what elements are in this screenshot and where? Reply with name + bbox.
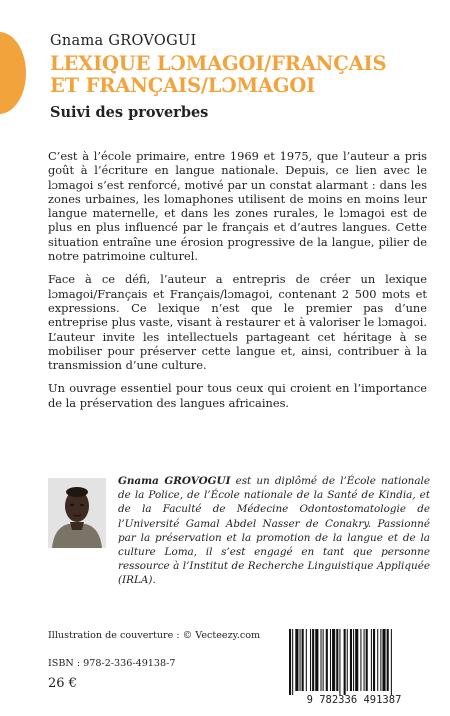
cover-illustration-credit: Illustration de couverture : © Vecteezy.com <box>48 630 261 641</box>
barcode-bar <box>295 629 298 691</box>
barcode-bar <box>382 629 385 691</box>
barcode-bar <box>366 629 368 691</box>
barcode-bars <box>289 629 392 695</box>
barcode-bar <box>315 629 318 691</box>
book-subtitle: Suivi des proverbes <box>50 104 209 121</box>
barcode-bar <box>302 629 304 691</box>
author-name-header: Gnama GROVOGUI <box>50 33 197 49</box>
bio-author-name: Gnama GROVOGUI <box>118 475 231 487</box>
barcode-bar <box>306 629 307 691</box>
barcode-bar <box>339 629 340 695</box>
barcode-bar <box>364 629 365 691</box>
barcode-bar <box>312 629 314 691</box>
back-cover-blurb <box>48 149 427 419</box>
barcode-bar <box>377 629 378 691</box>
barcode-bar <box>373 629 375 691</box>
barcode-bar <box>353 629 354 691</box>
barcode-bar <box>310 629 311 691</box>
book-title <box>50 53 435 97</box>
blurb-paragraph-3: Un ouvrage essentiel pour tous ceux qui croient en l’importance de la préservation des langues africaines. <box>48 381 427 410</box>
title-line-2: ET FRANÇAIS/LƆMAGOI <box>50 74 316 97</box>
author-portrait-icon <box>48 478 106 548</box>
barcode-bar <box>292 629 293 695</box>
barcode-bar <box>355 629 358 691</box>
barcode-bar <box>380 629 381 691</box>
barcode <box>279 627 429 705</box>
barcode-bar <box>391 629 392 695</box>
author-bio <box>118 474 430 588</box>
isbn: ISBN : 978-2-336-49138-7 <box>48 658 176 669</box>
barcode-bar <box>326 629 328 691</box>
barcode-bar <box>350 629 352 691</box>
blurb-paragraph-1: C’est à l’école primaire, entre 1969 et 1975, que l’auteur a pris goût à l’écriture en langue nationale. Depuis, ce lien avec le lɔmagoi s’est renforcé, motivé par un constat alarmant : dans les zones urbaines, les lomaphones utilisent de moins en moins leur langue maternelle, et dans les zones rurales, le lɔmagoi est de plus en plus influencé par le français et d’autres langues. Cette situation entraîne une érosion progressive de la langue, pilier de notre patrimoine culturel. <box>48 149 427 264</box>
title-line-1: LEXIQUE LƆMAGOI/FRANÇAIS <box>50 52 387 75</box>
orange-edge-tab <box>0 32 26 114</box>
barcode-bar <box>289 629 291 695</box>
barcode-bar <box>360 629 361 691</box>
barcode-bar <box>323 629 324 691</box>
price: 26 € <box>48 676 77 691</box>
barcode-bar <box>347 629 348 691</box>
barcode-bar <box>371 629 372 691</box>
barcode-bar <box>336 629 338 691</box>
blurb-paragraph-2: Face à ce défi, l’auteur a entrepris de créer un lexique lɔmagoi/Français et Français/lɔmagoi, contenant 2 500 mots et expressions. Ce lexique n’est que le premier pas d’une entreprise plus vaste, visant à restaurer et à valoriser le lɔmagoi. L’auteur invite les intellectuels partageant cet héritage à se mobiliser pour préserver cette langue et, ainsi, contribuer à la transmission d’une culture. <box>48 272 427 373</box>
bio-text: est un diplômé de l’École nationale de la Police, de l’École nationale de la Santé de Kindia, et de la Faculté de Médecine Odontostomatologie de l’Université Gamal Abdel Nasser de Conakry. Passionné par la préservation et la promotion de la langue et de la culture Loma, il s’est engagé en tant que personne ressource à l’Institut de Recherche Linguistique Appliquée (IRLA). <box>118 475 431 587</box>
author-photo <box>48 478 106 548</box>
barcode-bar <box>330 629 331 691</box>
barcode-digits: 9 782336 491387 <box>306 694 402 705</box>
barcode-bar <box>300 629 301 691</box>
barcode-bar <box>344 629 346 695</box>
barcode-bar <box>321 629 322 691</box>
barcode-bar <box>387 629 389 691</box>
barcode-bar <box>332 629 335 691</box>
